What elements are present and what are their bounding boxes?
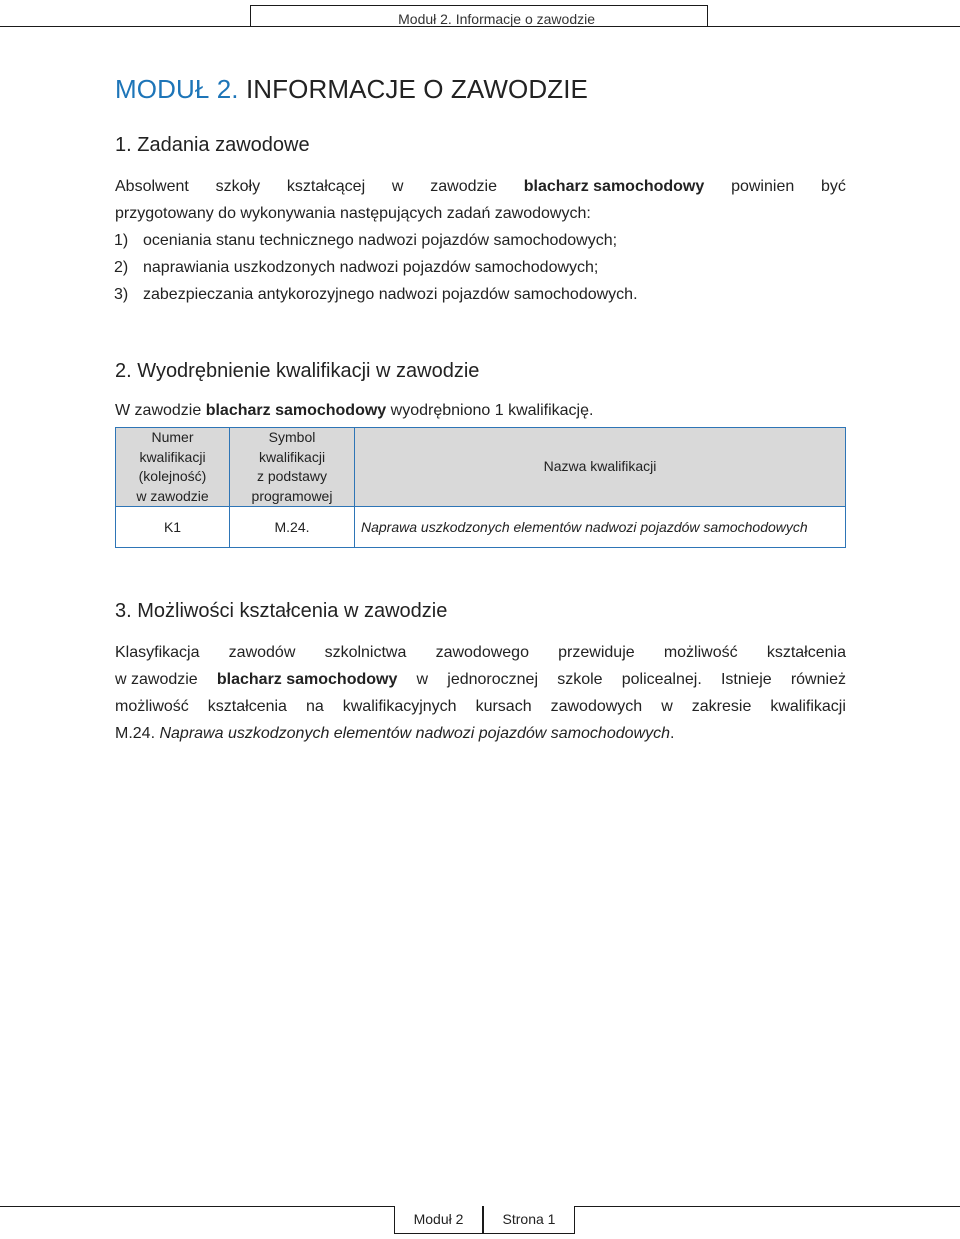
task-text: oceniania stanu technicznego nadwozi pojazdów samochodowych; bbox=[143, 232, 618, 249]
header-line: (kolejność) bbox=[138, 468, 207, 484]
section-3-line-3 bbox=[115, 693, 846, 720]
task-item bbox=[114, 281, 638, 308]
word: kształcącej bbox=[286, 178, 366, 195]
header-title: Moduł 2. Informacje o zawodzie bbox=[398, 11, 595, 27]
cell-qualification-symbol: M.24. bbox=[230, 507, 355, 548]
section-2-intro bbox=[115, 397, 846, 424]
text: . bbox=[669, 725, 675, 742]
word: policealnej. bbox=[621, 671, 702, 688]
word: kształcenia bbox=[766, 644, 846, 661]
qualification-table bbox=[115, 427, 846, 548]
table-header-row bbox=[116, 428, 846, 507]
table-row bbox=[116, 507, 846, 548]
word: kształcenia bbox=[207, 698, 287, 715]
word: na bbox=[305, 698, 324, 715]
word: Istnieje bbox=[720, 671, 772, 688]
task-text: zabezpieczania antykorozyjnego nadwozi pojazdów samochodowych. bbox=[143, 286, 638, 303]
text: wyodrębniono 1 kwalifikację. bbox=[386, 402, 594, 419]
word: zakresie bbox=[691, 698, 752, 715]
header-line: programowej bbox=[251, 487, 333, 504]
word: Klasyfikacja bbox=[115, 644, 200, 661]
section-3-line-1 bbox=[115, 639, 846, 666]
header-qualification-symbol bbox=[230, 428, 355, 507]
task-number: 2) bbox=[114, 259, 129, 276]
word: możliwość bbox=[115, 698, 189, 715]
word: w bbox=[391, 178, 404, 195]
header-tab bbox=[250, 5, 708, 26]
section-1-intro bbox=[115, 173, 846, 227]
word: w bbox=[661, 698, 673, 715]
task-text: naprawiania uszkodzonych nadwozi pojazdów samochodowych; bbox=[143, 259, 599, 276]
occupation-name: blacharz samochodowy bbox=[205, 402, 387, 419]
header-qualification-name: Nazwa kwalifikacji bbox=[355, 428, 846, 507]
word: zawodowych bbox=[550, 698, 643, 715]
text: W zawodzie bbox=[115, 402, 206, 419]
header-line: Symbol bbox=[268, 429, 316, 445]
footer-page-number: Strona 1 bbox=[483, 1206, 575, 1234]
word: przewiduje bbox=[558, 644, 635, 661]
word: być bbox=[821, 178, 846, 195]
header-line: kwalifikacji bbox=[258, 448, 326, 465]
word: szkole bbox=[557, 671, 603, 688]
word: powinien bbox=[731, 178, 795, 195]
task-number: 1) bbox=[114, 232, 129, 249]
footer-module: Moduł 2 bbox=[394, 1206, 483, 1234]
word: jednorocznej bbox=[447, 671, 539, 688]
qualification-name: Naprawa uszkodzonych elementów nadwozi pojazdów samochodowych bbox=[159, 725, 670, 742]
page-title-text: INFORMACJE O ZAWODZIE bbox=[245, 74, 588, 104]
section-3-heading: 3. Możliwości kształcenia w zawodzie bbox=[115, 600, 448, 622]
section-3-line-2 bbox=[115, 666, 846, 693]
section-3-line-4 bbox=[115, 720, 846, 747]
word: szkoły bbox=[215, 178, 261, 195]
word: zawodów bbox=[228, 644, 296, 661]
task-item bbox=[114, 227, 618, 254]
word: możliwość bbox=[663, 644, 738, 661]
section-3-paragraph bbox=[115, 639, 846, 747]
header-line: Numer bbox=[151, 429, 194, 445]
word: zawodzie bbox=[430, 178, 497, 195]
word: kursach bbox=[475, 698, 532, 715]
word: w bbox=[416, 671, 429, 688]
task-item bbox=[114, 254, 599, 281]
word: kwalifikacyjnych bbox=[342, 698, 457, 715]
section-2-heading: 2. Wyodrębnienie kwalifikacji w zawodzie bbox=[115, 360, 480, 382]
task-number: 3) bbox=[114, 286, 129, 303]
header-line: kwalifikacji bbox=[139, 448, 206, 465]
header-line: z podstawy bbox=[256, 468, 328, 484]
cell-qualification-name: Naprawa uszkodzonych elementów nadwozi pojazdów samochodowych bbox=[355, 507, 846, 548]
cell-qualification-number: K1 bbox=[116, 507, 230, 548]
section-1-intro-line-2: przygotowany do wykonywania następujących zadań zawodowych: bbox=[115, 205, 591, 222]
page-title bbox=[115, 74, 588, 105]
word: Absolwent bbox=[115, 178, 189, 195]
occupation-name: blacharz samochodowy bbox=[216, 671, 398, 688]
header-qualification-number bbox=[116, 428, 230, 507]
header-line: w zawodzie bbox=[136, 487, 209, 504]
word: również bbox=[790, 671, 846, 688]
occupation-name: blacharz samochodowy bbox=[523, 178, 705, 195]
section-1-heading: 1. Zadania zawodowe bbox=[115, 134, 310, 156]
qualification-code: M.24. bbox=[115, 725, 156, 742]
page-title-module: MODUŁ 2. bbox=[115, 74, 239, 104]
word: w zawodzie bbox=[115, 671, 198, 688]
word: kwalifikacji bbox=[770, 698, 846, 715]
word: szkolnictwa bbox=[324, 644, 407, 661]
word: zawodowego bbox=[435, 644, 529, 661]
section-1-intro-line-1 bbox=[115, 173, 846, 200]
